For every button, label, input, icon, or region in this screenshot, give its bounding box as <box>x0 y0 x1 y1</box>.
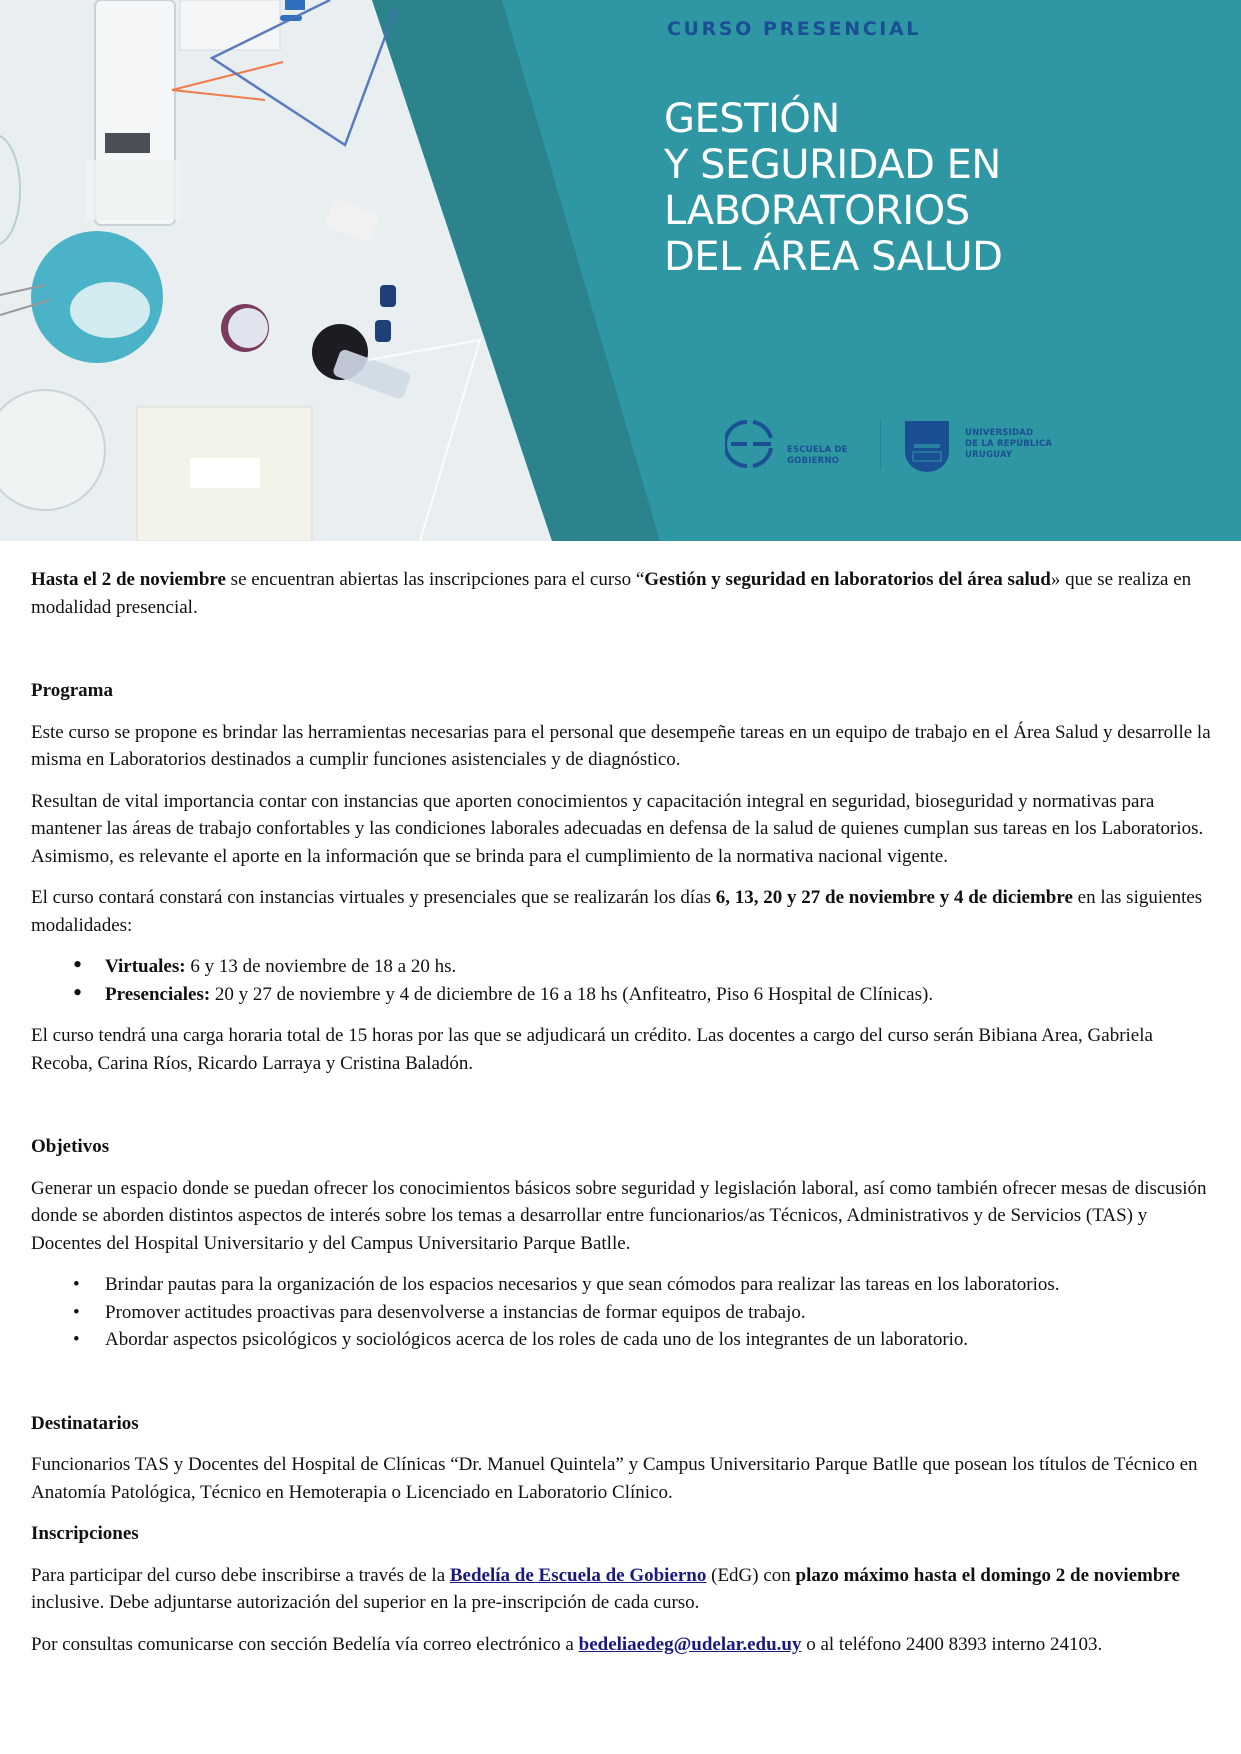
logo-divider <box>880 420 881 470</box>
bullet-icon: • <box>73 1274 80 1295</box>
banner-title-line: DEL ÁREA SALUD <box>664 234 1003 280</box>
modality-text: 20 y 27 de noviembre y 4 de diciembre de 16 a 18 hs (Anfiteatro, Piso 6 Hospital de Clínicas). <box>210 983 934 1005</box>
objective-text: Abordar aspectos psicológicos y sociológicos acerca de los roles de cada uno de los integrantes de un laboratorio. <box>105 1329 969 1350</box>
modality-text: 6 y 13 de noviembre de 18 a 20 hs. <box>185 956 457 977</box>
institution-logos <box>725 415 1065 475</box>
banner-title <box>664 96 1002 280</box>
objective-text: Brindar pautas para la organización de los espacios necesarios y que sean cómodos para realizar las tareas en los laboratorios. <box>105 1274 1060 1295</box>
inscripciones-text: Para participar del curso debe inscribirse a través de la <box>31 1564 450 1586</box>
modalities-list <box>31 950 1211 1008</box>
banner-title-line: GESTIÓN <box>664 96 840 142</box>
intro-paragraph <box>31 566 1211 621</box>
udelar-shield-icon <box>904 420 950 472</box>
schedule-text: El curso contará constará con instancias virtuales y presenciales que se realizarán los días <box>31 887 716 908</box>
logo-text-line: URUGUAY <box>965 450 1013 460</box>
destinatarios-paragraph: Funcionarios TAS y Docentes del Hospital de Clínicas “Dr. Manuel Quintela” y Campus Universitario Parque Batlle que posean los títulos de Técnico en Anatomía Patológica, Técnico en Hemoterapia o Licenciado en Laboratorio Clínico. <box>31 1454 1198 1503</box>
list-item <box>31 1271 1211 1299</box>
inscripciones-text: inclusive. Debe adjuntarse autorización del superior en la pre-inscripción de cada curso. <box>31 1592 700 1613</box>
course-banner <box>0 0 1241 541</box>
bullet-icon: • <box>73 1301 80 1323</box>
bedelia-link[interactable]: Bedelía de Escuela de Gobierno <box>449 1564 707 1586</box>
programa-paragraph: Resultan de vital importancia contar con instancias que aporten conocimientos y capacitación integral en seguridad, bioseguridad y normativas para mantener las áreas de trabajo confortables y las condiciones laborales adecuadas en defensa de la salud de quienes cumplan sus tareas en los Laboratorios. Asimismo, es relevante el aporte en la información que se brinda para el cumplimiento de la normativa nacional vigente. <box>31 790 1204 867</box>
section-heading-programa: Programa <box>31 680 113 701</box>
contact-text: o al teléfono 2400 8393 interno 24103. <box>801 1633 1103 1655</box>
modality-label: Virtuales: <box>105 956 186 977</box>
schedule-paragraph <box>31 884 1211 939</box>
registration-deadline-detail: plazo máximo hasta el domingo 2 de noviembre <box>795 1564 1180 1586</box>
contact-paragraph <box>31 1631 1211 1659</box>
list-item <box>31 1299 1211 1327</box>
list-item-presenciales <box>31 977 1211 1009</box>
course-dates: 6, 13, 20 y 27 de noviembre y 4 de diciembre <box>715 887 1073 908</box>
banner-title-line: Y SEGURIDAD EN <box>664 142 1001 188</box>
objetivos-paragraph: Generar un espacio donde se puedan ofrecer los conocimientos básicos sobre seguridad y legislación laboral, así como también ofrecer mesas de discusión donde se aborden distintos aspectos de interés sobre los temas a desarrollar entre funcionarios/as Técnicos, Administrativos y de Servicios (TAS) y Docentes del Hospital Universitario y del Campus Universitario Parque Batlle. <box>31 1177 1207 1254</box>
bullet-icon: • <box>73 977 83 1007</box>
banner-title-line: LABORATORIOS <box>664 188 970 234</box>
objective-text: Promover actitudes proactivas para desenvolverse a instancias de formar equipos de trabajo. <box>105 1301 806 1323</box>
section-heading-inscripciones: Inscripciones <box>31 1523 139 1544</box>
escuela-de-gobierno-name <box>787 445 848 467</box>
registration-deadline: Hasta el 2 de noviembre <box>31 569 226 590</box>
bullet-icon: • <box>73 950 83 979</box>
modality-label: Presenciales: <box>105 983 211 1005</box>
section-heading-objetivos: Objetivos <box>31 1136 110 1157</box>
intro-text: » que se realiza en modalidad presencial. <box>31 569 1192 618</box>
course-name: Gestión y seguridad en laboratorios del área salud <box>644 569 1051 590</box>
course-load-paragraph: El curso tendrá una carga horaria total de 15 horas por las que se adjudicará un crédito. Las docentes a cargo del curso serán Bibiana Area, Gabriela Recoba, Carina Ríos, Ricardo Larraya y Cristina Baladón. <box>31 1025 1153 1074</box>
logo-text-line: UNIVERSIDAD <box>965 428 1034 438</box>
schedule-text: en las siguientes modalidades: <box>31 887 1203 936</box>
inscripciones-paragraph <box>31 1562 1211 1617</box>
objectives-list <box>31 1271 1211 1354</box>
section-heading-destinatarios: Destinatarios <box>31 1412 139 1434</box>
logo-text-line: DE LA REPÚBLICA <box>965 439 1053 449</box>
email-link[interactable]: bedeliaedeg@udelar.edu.uy <box>578 1633 802 1655</box>
inscripciones-text: (EdG) con <box>706 1564 796 1586</box>
intro-text: se encuentran abiertas las inscripciones para el curso “ <box>225 569 645 590</box>
contact-text: Por consultas comunicarse con sección Bedelía vía correo electrónico a <box>31 1633 579 1655</box>
logo-text-line: ESCUELA DE <box>787 445 848 455</box>
escuela-de-gobierno-logo-icon <box>725 418 773 470</box>
list-item-virtuales <box>31 950 1211 981</box>
udelar-name <box>965 428 1052 461</box>
bullet-icon: • <box>73 1329 80 1350</box>
list-item <box>31 1326 1211 1354</box>
programa-paragraph: Este curso se propone es brindar las herramientas necesarias para el personal que desempeñe tareas en un equipo de trabajo en el Área Salud y desarrolle la misma en Laboratorios destinados a cumplir funciones asistenciales y de diagnóstico. <box>31 721 1211 770</box>
article-body <box>31 566 1211 1658</box>
course-type-label: CURSO PRESENCIAL <box>667 18 921 40</box>
logo-text-line: GOBIERNO <box>787 456 840 466</box>
